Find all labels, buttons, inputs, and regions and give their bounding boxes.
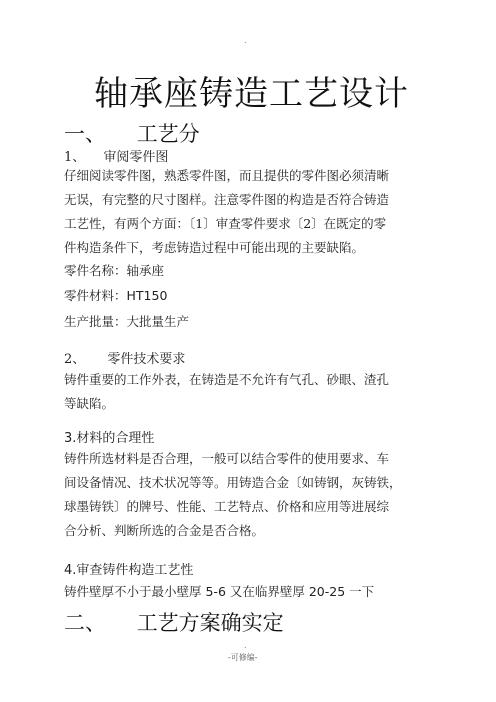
section-1-heading (64, 118, 200, 148)
part-batch-label: 生产批量： (64, 314, 127, 329)
subheading-number: 4. (64, 563, 77, 578)
subheading-number: 1、 (64, 150, 86, 165)
wall-text-a: 铸件壁厚不小于最小壁厚 (64, 584, 206, 599)
part-material-line (64, 284, 167, 308)
part-name-label: 零件名称： (64, 263, 127, 278)
section-title: 工艺方案确实定 (136, 611, 284, 635)
subheading-number: 2、 (64, 352, 86, 367)
paragraph-line: 等缺陷。 (64, 396, 115, 411)
wall-value-critical: 20-25 (308, 584, 346, 599)
subheading-title: 审查铸件构造工艺性 (76, 563, 194, 578)
header-dot: . (244, 36, 247, 45)
document-title: 轴承座铸造工艺设计 (94, 74, 409, 114)
subheading-2 (64, 348, 185, 367)
part-material-value: HT150 (126, 288, 168, 303)
subheading-3 (64, 427, 154, 446)
paragraph-line: 铸件重要的工作外表，在铸造是不允许有气孔、砂眼、渣孔 (64, 372, 390, 387)
paragraph-3 (64, 447, 402, 543)
subheading-number: 3. (64, 431, 77, 446)
wall-text-c: 又在临界壁厚 (225, 584, 309, 599)
paragraph-line: 球墨铸铁〕的牌号、性能、工艺特点、价格和应用等进展综 (64, 499, 390, 514)
paragraph-line: 件构造条件下，考虑铸造过程中可能出现的主要缺陷。 (64, 240, 365, 255)
part-material-label: 零件材料： (64, 288, 127, 303)
wall-text-e: 一下 (345, 584, 375, 599)
part-name-value: 轴承座 (126, 263, 165, 278)
paragraph-line: 间设备情况、技术状况等等。用铸造合金〔如铸钢，灰铸铁， (64, 475, 402, 490)
subheading-title: 零件技术要求 (107, 352, 186, 367)
section-number: 一、 (64, 122, 106, 146)
part-batch-value: 大批量生产 (126, 314, 190, 329)
paragraph-line: 工艺性，有两个方面：〔1〕审查零件要求〔2〕在既定的零 (64, 216, 387, 231)
paragraph-4 (64, 580, 374, 604)
section-title: 工艺分 (136, 122, 200, 146)
section-number: 二、 (64, 611, 106, 635)
part-name-line (64, 259, 164, 283)
paragraph-2 (64, 368, 389, 416)
section-2-heading (64, 607, 284, 637)
subheading-title: 材料的合理性 (76, 431, 155, 446)
footer-dot: . (244, 641, 247, 650)
paragraph-line: 仔细阅读零件图，熟悉零件图，而且提供的零件图必须清晰 (64, 168, 390, 183)
footer-text: -可修编- (228, 653, 258, 662)
subheading-4 (64, 559, 193, 578)
wall-value-min: 5-6 (205, 584, 226, 599)
paragraph-line: 铸件所选材料是否合理，一般可以结合零件的使用要求、车 (64, 451, 390, 466)
subheading-1 (64, 146, 168, 165)
paragraph-line: 合分析、判断所选的合金是否合格。 (64, 523, 265, 538)
subheading-title: 审阅零件图 (103, 150, 169, 165)
paragraph-line: 无误，有完整的尺寸图样。注意零件图的构造是否符合铸造 (64, 192, 390, 207)
paragraph-1 (64, 164, 389, 260)
part-batch-line (64, 310, 189, 334)
